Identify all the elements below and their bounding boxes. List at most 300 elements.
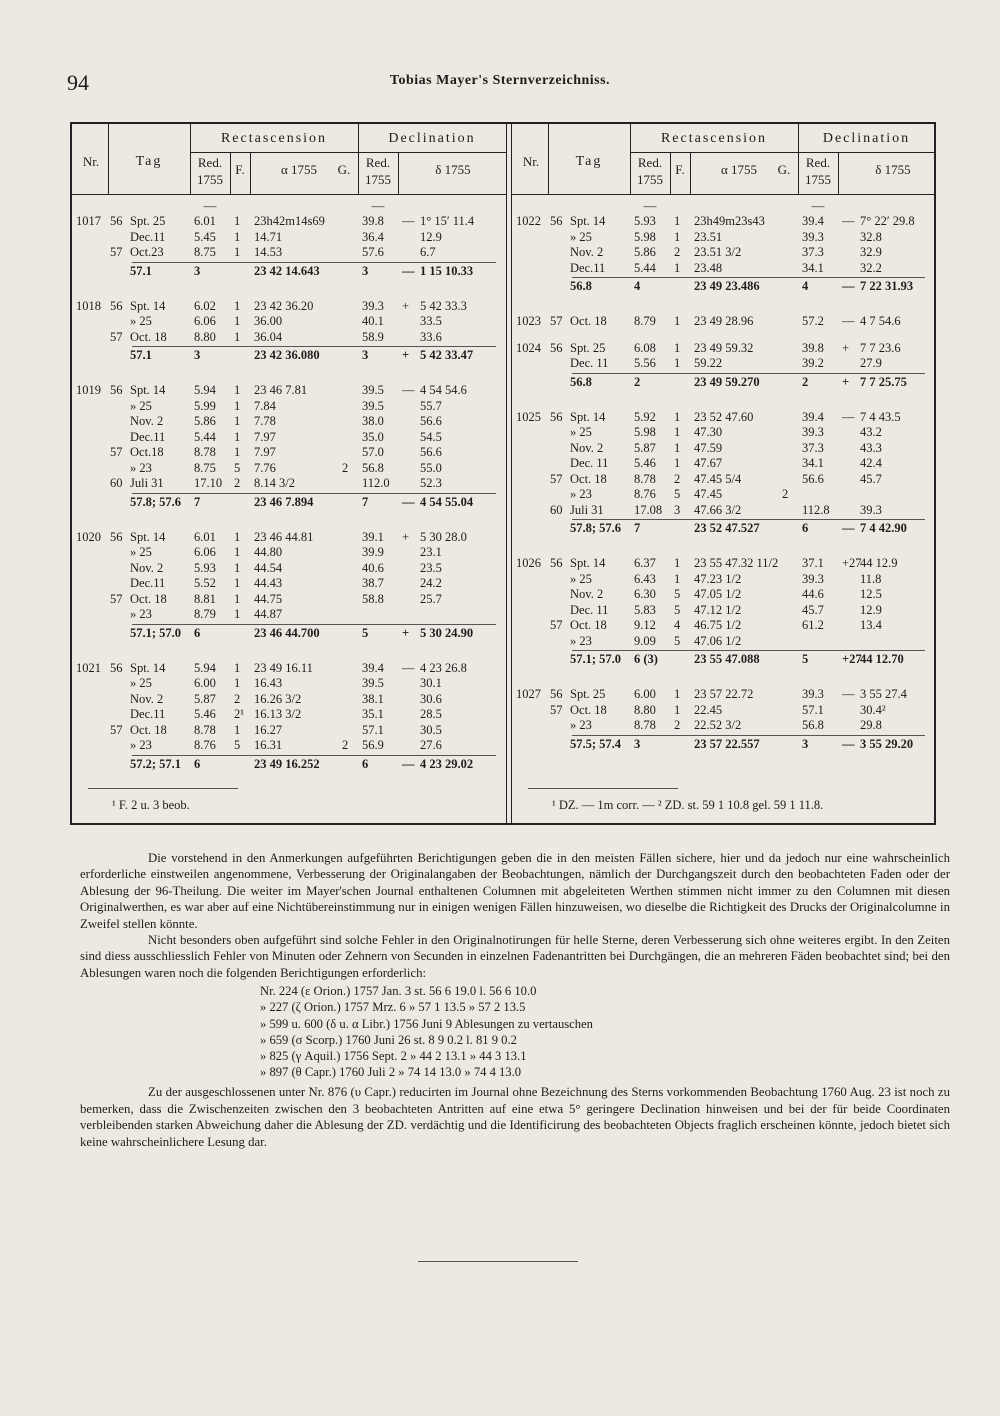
- cell-red: 6.00: [634, 687, 656, 701]
- cell-date: 57.8; 57.6: [130, 494, 182, 509]
- cell-f: 1: [674, 214, 681, 228]
- cell-delta: 7 4 42.90: [860, 521, 907, 535]
- cell-dred: 39.5: [362, 398, 384, 413]
- cell-alpha: 47.05 1/2: [694, 587, 742, 601]
- cell-delta: 44 12.9: [860, 556, 898, 570]
- col-divider: [250, 152, 251, 194]
- cell-dred: 61.2: [802, 618, 824, 632]
- header-f: F.: [235, 162, 245, 177]
- header-g: G.: [777, 162, 791, 177]
- correction-item: Nr. 224 (ε Orion.) 1757 Jan. 3 st. 56 6 19.0 l. 56 6 10.0: [260, 984, 537, 999]
- cell-delta: 55.0: [420, 460, 442, 475]
- cell-alpha: 8.14 3/2: [254, 476, 295, 490]
- cell-red: 6.37: [634, 556, 656, 570]
- cell-date: 56.8: [570, 374, 592, 389]
- footnote-rule: [528, 788, 678, 789]
- body-text: [80, 850, 950, 1150]
- table-row: [72, 245, 506, 261]
- cell-date: Spt. 25: [570, 687, 606, 701]
- cell-sign: —: [842, 409, 855, 424]
- cell-f: 1: [234, 676, 241, 690]
- cell-red: 6.08: [634, 340, 656, 355]
- cell-f: 1: [674, 409, 681, 424]
- cell-date: » 25: [130, 545, 152, 559]
- cell-sign: +: [402, 298, 410, 313]
- cell-nr: 1019: [76, 383, 101, 397]
- header-nr: Nr.: [522, 154, 540, 169]
- table-row: [512, 230, 935, 246]
- cell-delta: 7 22 31.93: [860, 279, 914, 293]
- cell-yr: 56: [110, 214, 123, 228]
- cell-red: 8.81: [194, 591, 216, 606]
- cell-f: 1: [234, 314, 241, 328]
- cell-yr: 60: [550, 502, 563, 517]
- cell-alpha: 16.26 3/2: [254, 691, 302, 706]
- table-row: [72, 314, 506, 330]
- cell-red: 8.75: [194, 245, 216, 259]
- cell-alpha: 47.59: [694, 440, 723, 455]
- cell-date: 57.8; 57.6: [570, 521, 622, 535]
- cell-delta: 12.9: [860, 602, 882, 617]
- cell-red: 8.78: [194, 445, 216, 459]
- cell-nr: 1021: [76, 660, 101, 675]
- table-row: [72, 214, 506, 230]
- mean-separator: [132, 493, 496, 494]
- table-row: [512, 341, 935, 357]
- cell-yr: 57: [110, 445, 123, 459]
- cell-delta: 23.1: [420, 545, 442, 559]
- cell-sign: —: [402, 214, 415, 228]
- table-row: [512, 556, 935, 572]
- mean-separator: [132, 755, 496, 756]
- cell-dred: 39.4: [802, 409, 824, 424]
- table-row: [512, 456, 935, 472]
- cell-delta: 3 55 27.4: [860, 687, 907, 701]
- cell-f: 2: [674, 471, 681, 486]
- table-row: [512, 214, 935, 230]
- cell-delta: 27.9: [860, 356, 882, 370]
- cell-date: Spt. 14: [130, 383, 166, 397]
- cell-dred: 5: [362, 625, 369, 640]
- cell-date: Nov. 2: [130, 560, 164, 575]
- cell-delta: 4 54 54.6: [420, 383, 467, 397]
- header-red: Red.: [365, 155, 391, 170]
- cell-red: 8.76: [194, 738, 216, 752]
- cell-red: 7: [194, 494, 201, 509]
- cell-delta: 28.5: [420, 707, 442, 721]
- cell-f: 1: [234, 722, 241, 737]
- cell-dred: 38.7: [362, 576, 384, 590]
- cell-yr: 57: [110, 591, 123, 606]
- cell-f: 1: [674, 356, 681, 370]
- cell-f: 1: [674, 314, 681, 328]
- cell-red: 6.06: [194, 545, 216, 559]
- cell-sign: —: [842, 736, 855, 751]
- header-alpha: α 1755: [720, 162, 758, 177]
- cell-delta: 32.9: [860, 245, 882, 259]
- cell-red: 6.01: [194, 214, 216, 228]
- cell-date: Oct.18: [130, 445, 164, 459]
- correction-item: » 897 (θ Capr.) 1760 Juli 2 » 74 14 13.0 » 74 4 13.0: [260, 1065, 522, 1080]
- cell-sign: +: [402, 529, 410, 544]
- cell-yr: 57: [110, 245, 123, 259]
- cell-f: 1: [234, 298, 241, 313]
- cell-dred: 37.1: [802, 556, 824, 570]
- table-row: [72, 661, 506, 677]
- cell-date: 56.8: [570, 279, 592, 293]
- cell-sign: —: [842, 687, 855, 701]
- cell-delta: 25.7: [420, 591, 442, 606]
- cell-alpha: 7.76: [254, 460, 276, 475]
- cell-dred: 5: [802, 652, 809, 666]
- cell-red: 5.93: [634, 214, 656, 228]
- cell-date: 57.2; 57.1: [130, 756, 182, 771]
- table-row: [72, 738, 506, 754]
- cell-f: 1: [234, 245, 241, 259]
- cell-alpha: 47.66 3/2: [694, 502, 742, 517]
- table-row: [72, 414, 506, 430]
- cell-alpha: 46.75 1/2: [694, 618, 742, 632]
- mean-separator: [572, 277, 925, 278]
- cell-delta: 12.9: [420, 229, 442, 244]
- running-head-title: Tobias Mayer's Sternverzeichniss.: [389, 73, 611, 88]
- cell-alpha: 23.48: [694, 260, 723, 275]
- cell-delta: 30.4²: [860, 702, 886, 717]
- cell-date: Nov. 2: [570, 245, 604, 259]
- cell-date: Dec. 11: [570, 456, 609, 470]
- table-row: [512, 687, 935, 703]
- mean-row: [512, 737, 935, 753]
- cell-alpha: 23 55 47.088: [694, 652, 760, 666]
- cell-sign: +: [842, 374, 850, 389]
- cell-date: Oct.23: [130, 245, 164, 259]
- cell-yr: 56: [550, 687, 563, 701]
- table-row: [72, 530, 506, 546]
- cell-delta: 33.5: [420, 314, 442, 328]
- cell-dred: 39.4: [802, 214, 824, 228]
- cell-alpha: 23 52 47.527: [694, 521, 760, 535]
- cell-delta: 56.6: [420, 445, 442, 459]
- cell-red: 5.87: [634, 440, 656, 455]
- cell-delta: 32.8: [860, 229, 882, 244]
- cell-alpha: 23.51: [694, 229, 723, 244]
- cell-delta: 39.3: [860, 502, 882, 517]
- cell-red: 8.80: [634, 702, 656, 717]
- cell-dred: 39.3: [802, 687, 824, 701]
- cell-alpha: 23 42 36.080: [254, 348, 320, 362]
- cell-f: 1: [234, 445, 241, 459]
- cell-date: Spt. 14: [130, 298, 166, 313]
- cell-red: 3: [634, 736, 641, 751]
- cell-nr: 1023: [516, 314, 541, 328]
- cell-dred: 39.9: [362, 545, 384, 559]
- table-row: [72, 445, 506, 461]
- cell-red: 8.78: [194, 722, 216, 737]
- cell-red: 6: [194, 625, 201, 640]
- table-right-half: [511, 124, 934, 823]
- cell-delta: 42.4: [860, 456, 882, 470]
- cell-dred: 35.1: [362, 707, 384, 721]
- cell-date: Dec.11: [130, 576, 166, 590]
- cell-dred: 3: [362, 263, 369, 278]
- cell-red: 8.79: [634, 314, 656, 328]
- header-f: F.: [675, 162, 685, 177]
- cell-red: 5.99: [194, 398, 216, 413]
- cell-nr: 1027: [516, 687, 541, 701]
- cell-alpha: 23 49 16.11: [254, 660, 313, 675]
- header-delta: δ 1755: [435, 162, 471, 177]
- cell-sign: +27: [842, 556, 862, 570]
- cell-delta: 7 7 25.75: [860, 374, 907, 389]
- cell-date: » 23: [570, 487, 592, 501]
- cell-red: 5.94: [194, 383, 216, 397]
- mean-row: [512, 279, 935, 295]
- cell-dred: 56.9: [362, 738, 384, 752]
- cell-delta: 23.5: [420, 560, 442, 575]
- cell-red: 6.30: [634, 587, 656, 601]
- cell-dred: 39.1: [362, 529, 384, 544]
- cell-date: » 23: [130, 738, 152, 752]
- cell-sign: —: [842, 314, 855, 328]
- cell-date: Spt. 14: [570, 214, 606, 228]
- cell-f: 2: [674, 718, 681, 732]
- cell-alpha: 7.97: [254, 445, 276, 459]
- cell-dred: 39.3: [802, 229, 824, 244]
- cell-yr: 57: [550, 471, 563, 486]
- mean-row: [512, 375, 935, 391]
- cell-dred: 37.3: [802, 440, 824, 455]
- table-row: [72, 430, 506, 446]
- cell-date: Spt. 14: [570, 556, 606, 570]
- cell-alpha: 16.31: [254, 738, 283, 752]
- cell-red: 6.02: [194, 298, 216, 313]
- cell-f: 1: [234, 545, 241, 559]
- cell-red: 6: [194, 756, 201, 771]
- cell-dred: 39.8: [362, 214, 384, 228]
- cell-dred: 6: [362, 756, 369, 771]
- table-row: [512, 410, 935, 426]
- header-tag: Tag: [135, 154, 163, 169]
- cell-alpha: 36.00: [254, 314, 283, 328]
- cell-alpha: 47.06 1/2: [694, 633, 742, 648]
- cell-f: 3: [674, 502, 681, 517]
- table-row: [72, 461, 506, 477]
- cell-red: 5.45: [194, 229, 216, 244]
- star-catalogue-table: [70, 122, 936, 825]
- cell-f: 1: [674, 571, 681, 586]
- cell-delta: 56.6: [420, 414, 442, 428]
- cell-alpha: 23 49 59.270: [694, 374, 760, 389]
- cell-delta: 4 54 55.04: [420, 494, 474, 509]
- cell-date: » 25: [130, 676, 152, 690]
- cell-red: 6.43: [634, 571, 656, 586]
- cell-red: 2: [634, 374, 641, 389]
- cell-dred: 112.8: [802, 502, 830, 517]
- cell-dred: 58.8: [362, 591, 384, 606]
- cell-red: 5.46: [634, 456, 656, 470]
- header-declination: Declination: [388, 131, 476, 146]
- cell-alpha: 47.67: [694, 456, 723, 470]
- table-row: [72, 545, 506, 561]
- cell-date: Nov. 2: [130, 414, 164, 428]
- table-row: [72, 592, 506, 608]
- cell-date: Oct. 18: [570, 618, 607, 632]
- cell-date: Dec.11: [130, 429, 166, 444]
- cell-delta: 32.2: [860, 260, 882, 275]
- cell-alpha: 7.84: [254, 398, 276, 413]
- cell-date: Spt. 25: [130, 214, 166, 228]
- mean-row: [72, 348, 506, 364]
- cell-sign: —: [402, 383, 415, 397]
- cell-delta: 1° 15′ 11.4: [420, 214, 475, 228]
- col-divider: [838, 152, 839, 194]
- cell-date: Spt. 14: [130, 529, 166, 544]
- cell-delta: 4 7 54.6: [860, 314, 901, 328]
- header-dash: —: [203, 198, 217, 213]
- cell-sign: —: [402, 494, 415, 509]
- table-row: [72, 561, 506, 577]
- cell-alpha: 23 46 7.894: [254, 494, 314, 509]
- cell-date: Oct. 18: [130, 591, 167, 606]
- cell-delta: 4 23 26.8: [420, 660, 467, 675]
- header-g: G.: [337, 162, 351, 177]
- mean-separator: [572, 735, 925, 736]
- col-divider: [690, 152, 691, 194]
- table-row: [72, 692, 506, 708]
- mean-separator: [132, 624, 496, 625]
- cell-date: Oct. 18: [130, 329, 167, 344]
- cell-f: 1: [234, 398, 241, 413]
- table-row: [512, 718, 935, 734]
- cell-red: 6.00: [194, 676, 216, 690]
- cell-red: 5.94: [194, 660, 216, 675]
- table-row: [72, 476, 506, 492]
- cell-alpha: 23h42m14s69: [254, 214, 325, 228]
- cell-sign: +: [402, 625, 410, 640]
- cell-f: 1: [674, 229, 681, 244]
- cell-red: 17.10: [194, 476, 223, 490]
- cell-f: 1: [234, 576, 241, 590]
- cell-f: 5: [674, 487, 681, 501]
- cell-alpha: 23 46 44.81: [254, 529, 314, 544]
- cell-sign: —: [842, 521, 855, 535]
- cell-yr: 56: [550, 340, 563, 355]
- cell-delta: 12.5: [860, 587, 882, 601]
- cell-f: 1: [234, 607, 241, 621]
- cell-alpha: 44.54: [254, 560, 283, 575]
- cell-alpha: 47.23 1/2: [694, 571, 742, 586]
- cell-dred: 56.8: [362, 460, 384, 475]
- table-row: [512, 587, 935, 603]
- cell-f: 1: [234, 660, 241, 675]
- cell-delta: 7° 22′ 29.8: [860, 214, 915, 228]
- cell-date: » 25: [570, 571, 592, 586]
- cell-date: Spt. 14: [570, 409, 606, 424]
- cell-date: » 23: [130, 460, 152, 475]
- cell-delta: 55.7: [420, 398, 442, 413]
- cell-date: 57.1; 57.0: [570, 652, 622, 666]
- cell-alpha: 44.75: [254, 591, 283, 606]
- cell-f: 1: [674, 425, 681, 439]
- cell-f: 1: [674, 440, 681, 455]
- cell-red: 8.75: [194, 460, 216, 475]
- cell-yr: 56: [110, 529, 123, 544]
- header-subrule: [630, 152, 935, 153]
- cell-delta: 27.6: [420, 738, 442, 752]
- cell-date: Oct. 18: [130, 722, 167, 737]
- cell-delta: 30.5: [420, 722, 442, 737]
- cell-alpha: 23 57 22.72: [694, 687, 754, 701]
- correction-item: » 659 (σ Scorp.) 1760 Juni 26 st. 8 9 0.2 l. 81 9 0.2: [260, 1032, 517, 1047]
- cell-date: » 23: [130, 607, 152, 621]
- cell-red: 4: [634, 279, 641, 293]
- header-rectascension: Rectascension: [660, 131, 768, 146]
- cell-yr: 57: [550, 314, 563, 328]
- cell-dred: 58.9: [362, 329, 384, 344]
- mean-separator: [572, 519, 925, 520]
- cell-delta: 30.6: [420, 691, 442, 706]
- header-rectascension: Rectascension: [220, 131, 328, 146]
- cell-f: 2¹: [234, 707, 244, 721]
- cell-yr: 60: [110, 476, 123, 490]
- cell-red: 5.86: [194, 414, 216, 428]
- table-row: [512, 425, 935, 441]
- cell-yr: 56: [550, 556, 563, 570]
- cell-red: 5.56: [634, 356, 656, 370]
- cell-delta: 5 30 24.90: [420, 625, 474, 640]
- cell-f: 1: [674, 456, 681, 470]
- cell-yr: 57: [110, 722, 123, 737]
- cell-red: 8.78: [634, 718, 656, 732]
- cell-nr: 1025: [516, 409, 541, 424]
- cell-alpha: 36.04: [254, 329, 283, 344]
- mean-row: [72, 626, 506, 642]
- cell-sign: +27: [842, 652, 862, 666]
- cell-date: Dec. 11: [570, 356, 609, 370]
- correction-item: » 825 (γ Aquil.) 1756 Sept. 2 » 44 2 13.1 » 44 3 13.1: [260, 1049, 527, 1064]
- cell-delta: 30.1: [420, 676, 442, 690]
- cell-delta: 6.7: [420, 245, 436, 259]
- cell-date: Spt. 25: [570, 340, 606, 355]
- cell-date: » 23: [570, 718, 592, 732]
- mean-row: [72, 757, 506, 773]
- header-nr: Nr.: [82, 154, 100, 169]
- cell-alpha: 47.30: [694, 425, 723, 439]
- cell-red: 9.09: [634, 633, 656, 648]
- cell-red: 7: [634, 521, 641, 535]
- cell-alpha: 59.22: [694, 356, 723, 370]
- cell-date: » 25: [130, 398, 152, 413]
- cell-nr: 1017: [76, 214, 101, 228]
- header-red-year: 1755: [197, 172, 223, 187]
- cell-date: 57.1: [130, 263, 152, 278]
- cell-date: Oct. 18: [570, 702, 607, 717]
- cell-alpha: 47.45 5/4: [694, 471, 742, 486]
- table-row: [512, 503, 935, 519]
- mean-separator: [132, 262, 496, 263]
- cell-yr: 56: [110, 660, 123, 675]
- paragraph-3: Zu der ausgeschlossenen unter Nr. 876 (υ Capr.) reducirten im Journal ohne Bezeichnung des Sterns vorkommenden Beobachtung 1760 Aug. 23 ist noch zu bemerken, dass die Zwischenzeiten zwischen den 3 beobachteten Antritten auf eine etwa 5° geringere Declination hinweisen und bei der für beide Coordinaten verbleibenden starken Abweichung daher die Ablesung der ZD. verdächtig und die Identificirung des beobachteten Objects fraglich erscheinen könnte, jedoch bietet sich keine wahrscheinlichere Lesung dar.: [80, 1085, 950, 1149]
- cell-alpha: 23 46 44.700: [254, 625, 320, 640]
- cell-dred: 39.5: [362, 676, 384, 690]
- cell-f: 1: [234, 429, 241, 444]
- cell-red: 6.01: [194, 529, 216, 544]
- cell-delta: 5 30 28.0: [420, 529, 467, 544]
- table-row: [72, 230, 506, 246]
- cell-date: Juli 31: [130, 476, 164, 490]
- cell-dred: 45.7: [802, 602, 824, 617]
- cell-alpha: 22.52 3/2: [694, 718, 742, 732]
